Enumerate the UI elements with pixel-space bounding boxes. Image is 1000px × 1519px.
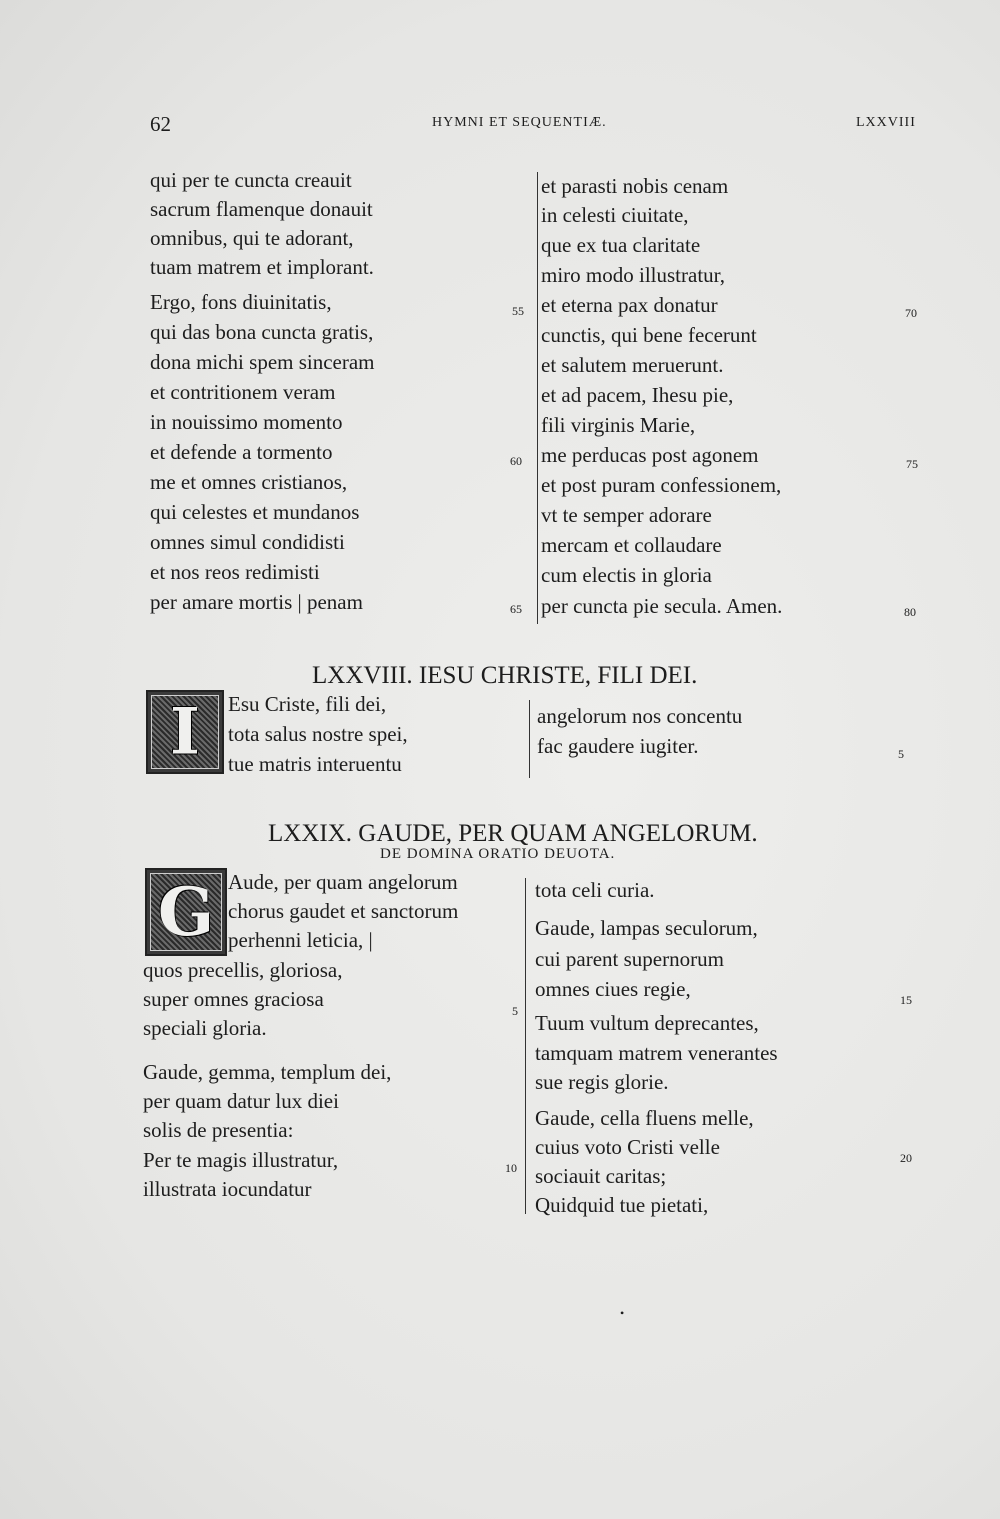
line-number: 5 bbox=[898, 747, 904, 761]
verse-line: per cuncta pie secula. Amen. bbox=[541, 594, 783, 618]
verse-line: tue matris interuentu bbox=[228, 752, 402, 776]
verse-line: et eterna pax donatur bbox=[541, 293, 718, 317]
line-number: 20 bbox=[900, 1151, 912, 1165]
verse-line: sociauit caritas; bbox=[535, 1164, 667, 1188]
verse-line: tamquam matrem venerantes bbox=[535, 1041, 778, 1065]
verse-line: Per te magis illustratur, bbox=[143, 1148, 339, 1172]
verse-line: et defende a tormento bbox=[150, 440, 333, 464]
verse-line: omnes simul condidisti bbox=[150, 530, 345, 554]
line-number: 75 bbox=[906, 457, 918, 471]
verse-line: omnes ciues regie, bbox=[535, 977, 691, 1001]
verse-line: angelorum nos concentu bbox=[537, 704, 743, 728]
column-rule bbox=[537, 172, 538, 624]
verse-line: illustrata iocundatur bbox=[143, 1177, 312, 1201]
hymn-title: LXXIX. GAUDE, PER QUAM ANGELORUM. bbox=[268, 820, 758, 847]
initial-g-icon bbox=[145, 868, 227, 956]
hymn-title: LXXVIII. IESU CHRISTE, FILI DEI. bbox=[312, 662, 698, 689]
verse-line: tota celi curia. bbox=[535, 878, 655, 902]
running-title: HYMNI ET SEQUENTIÆ. bbox=[432, 115, 607, 130]
line-number: 10 bbox=[505, 1161, 517, 1175]
verse-line: et ad pacem, Ihesu pie, bbox=[541, 383, 734, 407]
verse-line: Aude, per quam angelorum bbox=[228, 870, 458, 894]
verse-line: per quam datur lux diei bbox=[143, 1089, 339, 1113]
line-number: 5 bbox=[512, 1004, 518, 1018]
verse-line: cum electis in gloria bbox=[541, 563, 712, 587]
verse-line: in celesti ciuitate, bbox=[541, 203, 689, 227]
initial-letter: G bbox=[157, 873, 215, 951]
line-number: 70 bbox=[905, 306, 917, 320]
column-rule bbox=[525, 878, 526, 1214]
initial-letter: I bbox=[170, 694, 200, 770]
verse-line: et post puram confessionem, bbox=[541, 473, 782, 497]
verse-line: et nos reos redimisti bbox=[150, 560, 320, 584]
verse-line: in nouissimo momento bbox=[150, 410, 343, 434]
verse-line: Gaude, gemma, templum dei, bbox=[143, 1060, 392, 1084]
hymn-subtitle: DE DOMINA ORATIO DEUOTA. bbox=[380, 846, 616, 862]
verse-line: Gaude, lampas seculorum, bbox=[535, 916, 758, 940]
verse-line: fac gaudere iugiter. bbox=[537, 734, 699, 758]
verse-line: cunctis, qui bene fecerunt bbox=[541, 323, 757, 347]
verse-line: me perducas post agonem bbox=[541, 443, 759, 467]
verse-line: sacrum flamenque donauit bbox=[150, 197, 373, 221]
line-number: 55 bbox=[512, 304, 524, 318]
verse-line: vt te semper adorare bbox=[541, 503, 712, 527]
verse-line: me et omnes cristianos, bbox=[150, 470, 348, 494]
column-rule bbox=[529, 700, 530, 778]
verse-line: mercam et collaudare bbox=[541, 533, 722, 557]
verse-line: dona michi spem sinceram bbox=[150, 350, 375, 374]
verse-line: solis de presentia: bbox=[143, 1118, 294, 1142]
verse-line: que ex tua claritate bbox=[541, 233, 701, 257]
ink-speck: • bbox=[620, 1306, 625, 1320]
verse-line: quos precellis, gloriosa, bbox=[143, 958, 343, 982]
verse-line: qui das bona cuncta gratis, bbox=[150, 320, 374, 344]
verse-line: Quidquid tue pietati, bbox=[535, 1193, 709, 1217]
verse-line: perhenni leticia, | bbox=[228, 928, 373, 952]
line-number: 80 bbox=[904, 605, 916, 619]
verse-line: cuius voto Cristi velle bbox=[535, 1135, 720, 1159]
verse-line: et contritionem veram bbox=[150, 380, 336, 404]
verse-line: per amare mortis | penam bbox=[150, 590, 363, 614]
verse-line: Ergo, fons diuinitatis, bbox=[150, 290, 332, 314]
verse-line: sue regis glorie. bbox=[535, 1070, 669, 1094]
section-number: LXXVIII bbox=[856, 115, 916, 130]
verse-line: super omnes graciosa bbox=[143, 987, 324, 1011]
line-number: 60 bbox=[510, 454, 522, 468]
initial-i-icon bbox=[146, 690, 224, 774]
verse-line: tota salus nostre spei, bbox=[228, 722, 408, 746]
verse-line: chorus gaudet et sanctorum bbox=[228, 899, 459, 923]
verse-line: miro modo illustratur, bbox=[541, 263, 726, 287]
verse-line: fili virginis Marie, bbox=[541, 413, 696, 437]
verse-line: qui celestes et mundanos bbox=[150, 500, 360, 524]
verse-line: et parasti nobis cenam bbox=[541, 174, 729, 198]
line-number: 15 bbox=[900, 993, 912, 1007]
verse-line: cui parent supernorum bbox=[535, 947, 724, 971]
verse-line: speciali gloria. bbox=[143, 1016, 267, 1040]
verse-line: qui per te cuncta creauit bbox=[150, 168, 352, 192]
verse-line: Esu Criste, fili dei, bbox=[228, 692, 387, 716]
verse-line: Tuum vultum deprecantes, bbox=[535, 1011, 759, 1035]
line-number: 65 bbox=[510, 602, 522, 616]
verse-line: omnibus, qui te adorant, bbox=[150, 226, 354, 250]
verse-line: tuam matrem et implorant. bbox=[150, 255, 374, 279]
verse-line: et salutem meruerunt. bbox=[541, 353, 724, 377]
page-number: 62 bbox=[150, 112, 171, 136]
verse-line: Gaude, cella fluens melle, bbox=[535, 1106, 754, 1130]
